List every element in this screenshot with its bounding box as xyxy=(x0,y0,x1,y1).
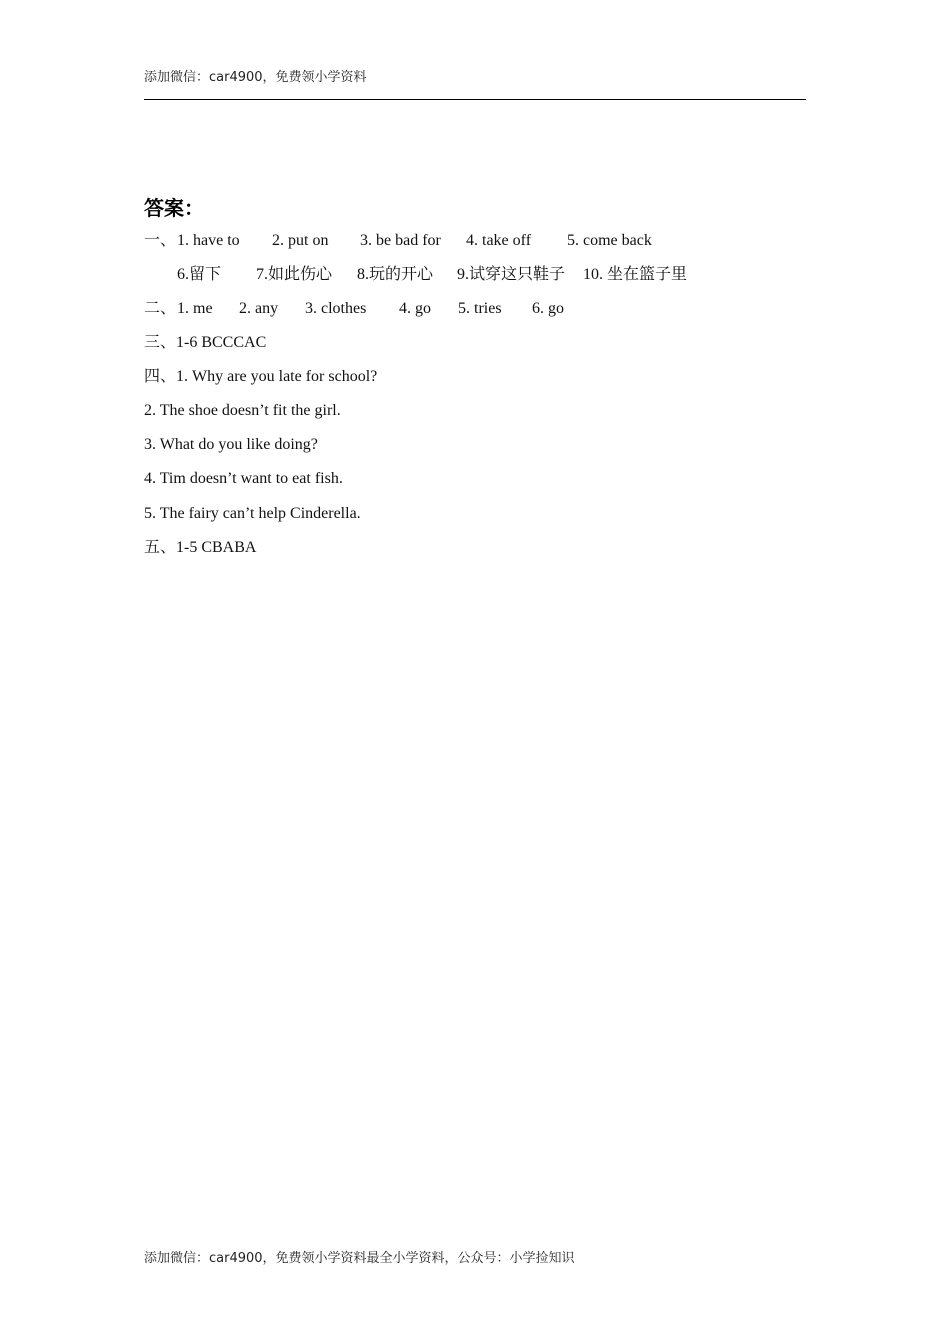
answers-title: 答案： xyxy=(144,196,204,220)
answer-item: 2. put on xyxy=(272,232,329,249)
answer-item: 5. come back xyxy=(567,232,652,249)
section4-line: 四、1. Why are you late for school? xyxy=(144,368,378,385)
answer-item: 6. go xyxy=(532,300,564,317)
section4-line: 5. The fairy can’t help Cinderella. xyxy=(144,505,361,522)
answer-item: 4. take off xyxy=(466,232,532,249)
answer-item: 3. clothes xyxy=(305,300,367,317)
page-header: 添加微信：car4900，免费领小学资料 xyxy=(144,70,367,85)
answer-item: 9.试穿这只鞋子 xyxy=(457,266,566,283)
answer-item: 1. me xyxy=(177,300,213,317)
section2-prefix: 二、 xyxy=(144,300,177,317)
answer-item: 4. go xyxy=(399,300,431,317)
answer-item: 2. any xyxy=(239,300,279,317)
answer-item: 7.如此伤心 xyxy=(256,266,333,283)
answer-item: 3. be bad for xyxy=(360,232,441,249)
section4-line: 2. The shoe doesn’t fit the girl. xyxy=(144,402,341,419)
section3-row: 三、1-6 BCCCAC xyxy=(144,334,267,351)
section5-row: 五、1-5 CBABA xyxy=(144,539,257,556)
page-footer: 添加微信：car4900，免费领小学资料最全小学资料，公众号：小学捡知识 xyxy=(144,1251,575,1266)
answer-item: 10. 坐在篮子里 xyxy=(583,266,688,283)
section1-prefix: 一、 xyxy=(144,232,177,249)
answer-item: 6.留下 xyxy=(177,266,222,283)
section1-row1 xyxy=(144,230,806,252)
section2-row xyxy=(144,298,806,320)
section1-row2 xyxy=(144,264,806,286)
answer-item: 1. have to xyxy=(177,232,240,249)
header-divider xyxy=(144,99,806,100)
section4-line: 3. What do you like doing? xyxy=(144,436,318,453)
answer-item: 5. tries xyxy=(458,300,502,317)
answer-item: 8.玩的开心 xyxy=(357,266,434,283)
section4-line: 4. Tim doesn’t want to eat fish. xyxy=(144,470,343,487)
